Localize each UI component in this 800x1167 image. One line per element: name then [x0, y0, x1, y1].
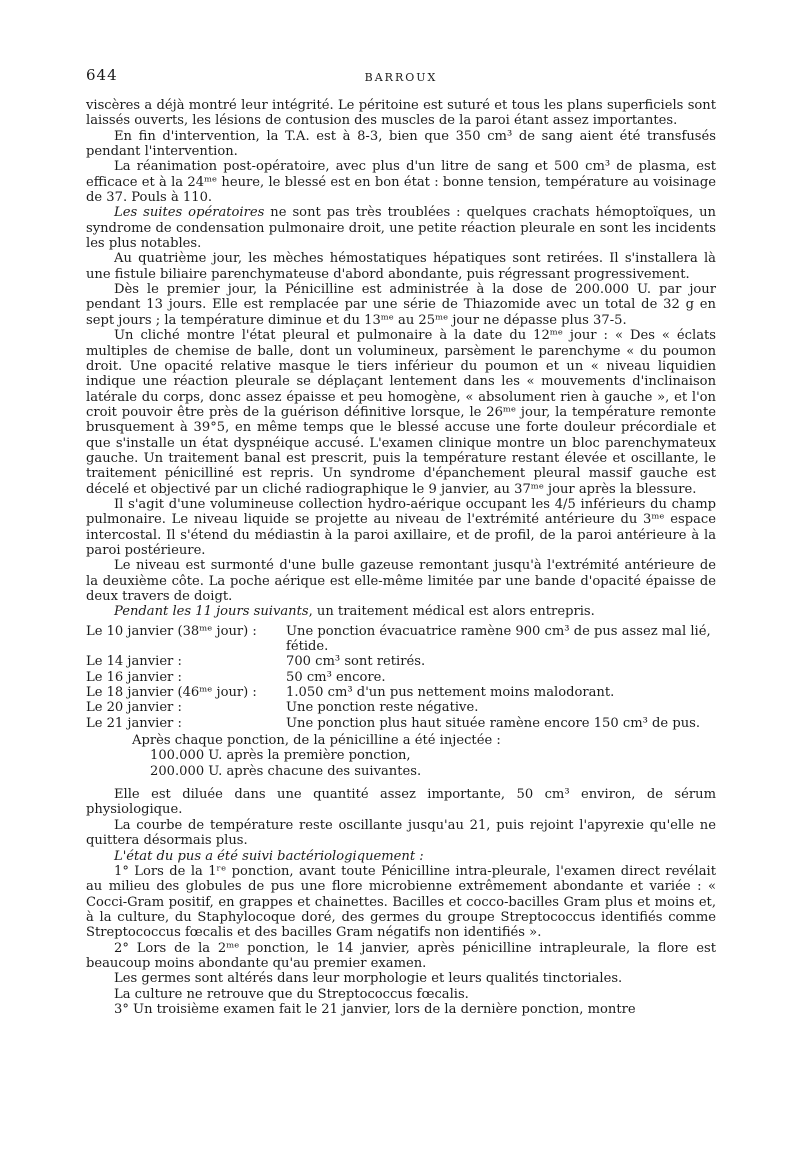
paragraph: 3° Un troisième examen fait le 21 janvier, lors de la dernière ponction, montre: [114, 1001, 636, 1017]
puncture-list: [86, 624, 716, 731]
puncture-row: [86, 654, 716, 669]
puncture-date: Le 21 janvier :: [86, 715, 182, 731]
paragraph: Les germes sont altérés dans leur morphologie et leurs qualités tinctoriales.: [114, 971, 623, 987]
italic-phrase: Pendant les 11 jours suivants: [114, 604, 309, 620]
dose-item: 200.000 U. après chacune des suivantes.: [150, 763, 422, 779]
paragraph: 2° Lors de la 2ᵐᵉ ponction, le 14 janvier, après pénicilline intrapleurale, la flore est beaucoup moins abondante qu'au premier examen.: [86, 940, 716, 971]
puncture-row: [86, 624, 716, 655]
paragraph: [86, 849, 716, 864]
paragraph: Au quatrième jour, les mèches hémostatiques hépatiques sont retirées. Il s'installera là une fistule biliaire parenchymateuse d'abord abondante, puis régressant progressivement.: [86, 251, 716, 282]
puncture-row: [86, 700, 716, 715]
italic-heading: L'état du pus a été suivi bactériologiquement :: [114, 848, 424, 864]
running-head: BARROUX: [364, 71, 438, 84]
paragraph: viscères a déjà montré leur intégrité. Le péritoine est suturé et tous les plans superficiels sont laissés ouverts, les lésions de contusion des muscles de la paroi étant assez importantes.: [86, 98, 716, 129]
paragraph: Elle est diluée dans une quantité assez importante, 50 cm³ environ, de sérum physiologique.: [86, 787, 716, 818]
puncture-date: Le 18 janvier (46ᵐᵉ jour) :: [86, 685, 257, 701]
spacer: [86, 779, 716, 787]
puncture-text: Une ponction évacuatrice ramène 900 cm³ de pus assez mal lié, fétide.: [286, 623, 711, 655]
puncture-row: [86, 670, 716, 685]
puncture-text: Une ponction reste négative.: [286, 700, 479, 716]
paragraph: La culture ne retrouve que du Streptococcus fœcalis.: [114, 986, 469, 1002]
page-number: 644: [86, 66, 118, 84]
puncture-text: Une ponction plus haut située ramène encore 150 cm³ de pus.: [286, 715, 701, 731]
page-header: [86, 62, 716, 98]
puncture-date: Le 20 janvier :: [86, 700, 182, 716]
italic-phrase: Les suites opératoires: [114, 205, 265, 221]
paragraph: Il s'agit d'une volumineuse collection hydro-aérique occupant les 4/5 inférieurs du champ pulmonaire. Le niveau liquide se projette au niveau de l'extrémité antérieure du 3ᵐᵉ espace intercostal. Il s'étend du médiastin à la paroi axillaire, et de profil, de la paroi antérieure à la paroi postérieure.: [86, 496, 716, 558]
puncture-date: Le 10 janvier (38ᵐᵉ jour) :: [86, 623, 257, 639]
paragraph: La réanimation post-opératoire, avec plus d'un litre de sang et 500 cm³ de plasma, est efficace et à la 24ᵐᵉ heure, le blessé est en bon état : bonne tension, température au voisinage de 37. Pouls à 110.: [86, 159, 716, 206]
puncture-row: [86, 716, 716, 731]
doses-intro: Après chaque ponction, de la pénicilline a été injectée :: [132, 733, 501, 749]
paragraph: Dès le premier jour, la Pénicilline est administrée à la dose de 200.000 U. par jour pendant 13 jours. Elle est remplacée par une série de Thiazomide avec un total de 32 g en sept jours ; la température diminue et du 13ᵐᵉ au 25ᵐᵉ jour ne dépasse plus 37-5.: [86, 282, 716, 328]
puncture-date: Le 16 janvier :: [86, 669, 182, 685]
puncture-date: Le 14 janvier :: [86, 654, 182, 670]
paragraph: Le niveau est surmonté d'une bulle gazeuse remontant jusqu'à l'extrémité antérieure de la deuxième côte. La poche aérique est elle-même limitée par une bande d'opacité épaisse de deux travers de doigt.: [86, 558, 716, 604]
puncture-text: 700 cm³ sont retirés.: [286, 654, 426, 670]
dose-item: 100.000 U. après la première ponction,: [150, 748, 411, 764]
paragraph: Pendant les 11 jours suivants, un traitement médical est alors entrepris.: [114, 604, 595, 620]
paragraph: La courbe de température reste oscillante jusqu'au 21, puis rejoint l'apyrexie qu'elle ne quittera désormais plus.: [86, 817, 716, 849]
paragraph: Un cliché montre l'état pleural et pulmonaire à la date du 12ᵐᵉ jour : « Des « éclats multiples de chemise de balle, dont un volumineux, parsèment le parenchyme « du poumon droit. Une opacité relative masque le tiers inférieur du poumon et un « niveau liquidien indique une réaction pleurale se déplaçant lentement dans les « mouvements d'inclinaison latérale du corps, donc assez épaisse et peu homogène, « absolument rien à gauche », et l'on croit pouvoir être près de la guérison définitive lorsque, le 26ᵐᵉ jour, la température remonte brusquement à 39°5, en même temps que le blessé accuse une forte douleur précordiale et que s'installe un état dyspnéique accusé. L'examen clinique montre un bloc parenchymateux gauche. Un traitement banal est prescrit, puis la température restant élevée et oscillante, le traitement pénicilliné est repris. Un syndrome d'épanchement pleural massif gauche est décelé et objectivé par un cliché radiographique le 9 janvier, au 37ᵐᵉ jour après la blessure.: [86, 328, 716, 497]
puncture-row: [86, 685, 716, 700]
penicillin-doses: [86, 733, 716, 779]
puncture-text: 50 cm³ encore.: [286, 669, 386, 685]
paragraph: 1° Lors de la 1ʳᵉ ponction, avant toute Pénicilline intra-pleurale, l'examen direct revélait au milieu des globules de pus une flore microbienne extrêmement abondante et variée : « Cocci-Gram positif, en grappes et chainettes. Bacilles et cocco-bacilles Gram plus et moins et, à la culture, du Staphylocoque doré, des germes du groupe Streptococcus identifiés comme Streptococcus fœcalis et des bacilles Gram négatifs non identifiés ».: [86, 863, 716, 941]
paragraph: En fin d'intervention, la T.A. est à 8-3, bien que 350 cm³ de sang aient été transfusés pendant l'intervention.: [86, 128, 716, 160]
puncture-text: 1.050 cm³ d'un pus nettement moins malodorant.: [286, 685, 615, 701]
paragraph: Les suites opératoires ne sont pas très troublées : quelques crachats hémoptoïques, un syndrome de condensation pulmonaire droit, une petite réaction pleurale en sont les incidents les plus notables.: [86, 205, 716, 252]
